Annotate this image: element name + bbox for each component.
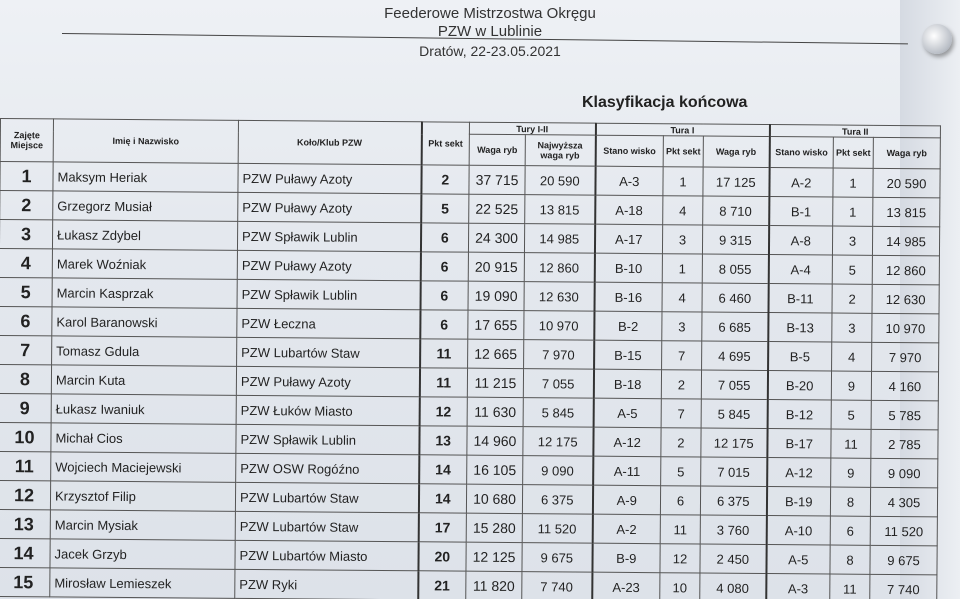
cell-t1-stanowisko: A-3 (595, 166, 663, 196)
header-biggest-fish: Najwyższa waga ryb (525, 135, 595, 167)
cell-t1-pkt: 1 (663, 167, 703, 196)
cell-place: 6 (0, 306, 52, 335)
cell-t1-waga: 4 695 (702, 341, 768, 371)
cell-total-weight: 17 655 (468, 310, 524, 339)
cell-name: Łukasz Zdybel (52, 220, 237, 250)
cell-t1-waga: 6 685 (702, 312, 768, 342)
header-t2-waga: Waga ryb (873, 137, 940, 169)
cell-pkt-sekt: 21 (418, 571, 466, 599)
cell-t2-waga: 4 160 (871, 371, 938, 401)
cell-t2-waga: 5 785 (871, 400, 938, 430)
cell-t2-stanowisko: B-11 (768, 284, 832, 314)
cell-t2-waga: 12 860 (872, 255, 939, 285)
cell-t2-stanowisko: A-8 (768, 226, 832, 256)
cell-t1-stanowisko: A-23 (592, 572, 660, 599)
cell-t2-waga: 20 590 (873, 168, 940, 198)
cell-biggest-fish: 10 970 (524, 311, 594, 341)
cell-name: Grzegorz Musiał (53, 191, 238, 221)
cell-t1-waga: 6 460 (702, 283, 768, 313)
cell-name: Tomasz Gdula (52, 336, 237, 366)
cell-name: Marcin Kuta (51, 365, 236, 395)
header-t1-waga: Waga ryb (703, 136, 769, 168)
header-name: Imię i Nazwisko (53, 119, 238, 163)
cell-t1-waga: 2 450 (700, 544, 766, 574)
cell-name: Marcin Kasprzak (52, 278, 237, 308)
cell-t1-waga: 7 015 (701, 457, 767, 487)
header-t1-stanowisko: Stano wisko (595, 135, 663, 167)
cell-t2-stanowisko: B-20 (767, 371, 831, 401)
cell-biggest-fish: 7 970 (524, 340, 594, 370)
cell-t1-waga: 12 175 (701, 428, 767, 458)
cell-club: PZW Puławy Azoty (238, 163, 421, 193)
cell-t2-stanowisko: A-12 (767, 458, 831, 488)
header-group-t2: Tura II (769, 125, 940, 138)
cell-club: PZW Puławy Azoty (236, 366, 419, 396)
cell-club: PZW Puławy Azoty (237, 250, 420, 280)
cell-t2-pkt: 2 (832, 284, 872, 313)
cell-club: PZW Lubartów Staw (235, 482, 418, 512)
cell-t1-stanowisko: A-11 (593, 456, 661, 486)
cell-t2-stanowisko: A-5 (766, 545, 830, 575)
cell-t2-pkt: 8 (830, 487, 870, 516)
cell-t2-waga: 9 090 (871, 458, 938, 488)
cell-club: PZW Ryki (235, 569, 418, 599)
cell-t1-pkt: 11 (660, 515, 700, 544)
cell-t2-stanowisko: A-4 (768, 255, 832, 285)
results-body (0, 162, 940, 599)
cell-place: 4 (0, 248, 52, 277)
cell-t1-waga: 6 375 (700, 486, 766, 516)
header-place: Zajęte Miejsce (0, 119, 53, 162)
cell-t1-waga: 5 845 (701, 399, 767, 429)
cell-t2-stanowisko: A-2 (769, 168, 833, 198)
cell-t1-stanowisko: B-18 (593, 369, 661, 399)
cell-total-weight: 22 525 (469, 194, 525, 223)
cell-t1-pkt: 3 (662, 225, 702, 254)
cell-t1-pkt: 4 (663, 196, 703, 225)
cell-t1-pkt: 12 (660, 544, 700, 573)
cell-club: PZW Lubartów Staw (235, 511, 418, 541)
cell-name: Mirosław Lemieszek (50, 568, 235, 598)
header-t1-pkt: Pkt sekt (663, 136, 703, 167)
cell-t1-pkt: 7 (662, 341, 702, 370)
cell-biggest-fish: 7 740 (522, 572, 592, 599)
header-club: Koło/Klub PZW (238, 120, 421, 164)
cell-t2-waga: 7 970 (872, 342, 939, 372)
cell-total-weight: 19 090 (468, 281, 524, 310)
cell-t1-stanowisko: B-9 (592, 543, 660, 573)
cell-t1-waga: 4 080 (700, 573, 766, 599)
cell-biggest-fish: 9 675 (522, 543, 592, 573)
cell-club: PZW Spławik Lublin (237, 279, 420, 309)
cell-total-weight: 12 665 (468, 339, 524, 368)
cell-t2-pkt: 11 (830, 574, 870, 599)
cell-pkt-sekt: 6 (420, 310, 468, 339)
cell-t2-waga: 14 985 (872, 226, 939, 256)
cell-t1-stanowisko: A-17 (594, 224, 662, 254)
cell-name: Marcin Mysiak (50, 510, 235, 540)
cell-t1-stanowisko: A-2 (592, 514, 660, 544)
cell-place: 7 (0, 335, 52, 364)
results-table-wrapper (0, 118, 940, 599)
header-pkt-sekt: Pkt sekt (421, 122, 469, 165)
cell-place: 8 (0, 364, 52, 393)
cell-club: PZW Spławik Lublin (236, 424, 419, 454)
cell-place: 1 (0, 162, 53, 191)
cell-biggest-fish: 12 630 (524, 282, 594, 312)
cell-pkt-sekt: 12 (419, 397, 467, 426)
cell-t2-pkt: 5 (831, 400, 871, 429)
cell-t2-stanowisko: A-3 (766, 574, 830, 599)
cell-name: Michał Cios (51, 423, 236, 453)
cell-total-weight: 14 960 (467, 426, 523, 455)
header-t2-pkt: Pkt sekt (833, 137, 873, 168)
cell-t2-waga: 9 675 (870, 545, 937, 575)
cell-place: 10 (0, 422, 51, 451)
cell-t1-stanowisko: A-12 (593, 427, 661, 457)
cell-t1-stanowisko: A-9 (592, 485, 660, 515)
cell-t2-stanowisko: A-10 (766, 516, 830, 546)
cell-pkt-sekt: 14 (418, 484, 466, 513)
cell-place: 3 (0, 220, 53, 249)
cell-biggest-fish: 5 845 (523, 398, 593, 428)
cell-pkt-sekt: 17 (418, 513, 466, 542)
cell-pkt-sekt: 6 (420, 223, 468, 252)
header-t2-stanowisko: Stano wisko (769, 137, 833, 169)
cell-t2-pkt: 1 (833, 197, 873, 226)
event-place-date: Dratów, 22-23.05.2021 (419, 43, 561, 59)
cell-total-weight: 10 680 (466, 484, 522, 513)
cell-t1-stanowisko: B-15 (594, 340, 662, 370)
cell-place: 2 (0, 191, 53, 220)
cell-club: PZW Lubartów Miasto (235, 540, 418, 570)
cell-pkt-sekt: 5 (421, 194, 469, 223)
cell-t2-pkt: 11 (831, 429, 871, 458)
cell-t1-pkt: 3 (662, 312, 702, 341)
cell-t1-stanowisko: A-5 (593, 398, 661, 428)
cell-biggest-fish: 6 375 (522, 485, 592, 515)
cell-t2-waga: 12 630 (872, 284, 939, 314)
cell-club: PZW Puławy Azoty (238, 192, 421, 222)
cell-t2-pkt: 8 (830, 545, 870, 574)
cell-t2-waga: 7 740 (870, 574, 937, 599)
cell-t2-stanowisko: B-13 (768, 313, 832, 343)
cell-pkt-sekt: 20 (418, 542, 466, 571)
cell-biggest-fish: 14 985 (524, 224, 594, 254)
cell-t1-waga: 9 315 (702, 225, 768, 255)
cell-t2-waga: 4 305 (870, 487, 937, 517)
cell-club: PZW Łeczna (237, 308, 420, 338)
cell-total-weight: 11 630 (467, 397, 523, 426)
cell-t1-waga: 7 055 (701, 370, 767, 400)
cell-t1-pkt: 7 (661, 399, 701, 428)
pushpin-icon (922, 24, 952, 54)
cell-t2-pkt: 1 (833, 168, 873, 197)
cell-t2-stanowisko: B-17 (767, 429, 831, 459)
cell-pkt-sekt: 13 (419, 426, 467, 455)
cell-place: 13 (0, 509, 50, 538)
cell-t2-stanowisko: B-19 (766, 487, 830, 517)
cell-t1-waga: 8 055 (702, 254, 768, 284)
cell-biggest-fish: 13 815 (525, 195, 595, 225)
cell-t2-pkt: 4 (832, 342, 872, 371)
cell-t2-waga: 11 520 (870, 516, 937, 546)
cell-t1-stanowisko: B-2 (594, 311, 662, 341)
cell-place: 5 (0, 277, 52, 306)
cell-name: Maksym Heriak (53, 162, 238, 192)
cell-t2-stanowisko: B-5 (768, 342, 832, 372)
cell-club: PZW Lubartów Staw (237, 337, 420, 367)
cell-name: Jacek Grzyb (50, 539, 235, 569)
cell-t1-stanowisko: B-10 (594, 253, 662, 283)
header-group-t1: Tura I (595, 123, 769, 136)
cell-name: Krzysztof Filip (50, 481, 235, 511)
table-title: Klasyfikacja końcowa (582, 94, 748, 111)
event-title: Feederowe Mistrzostwa Okręgu (384, 5, 596, 22)
cell-total-weight: 24 300 (468, 223, 524, 252)
cell-t2-pkt: 9 (831, 371, 871, 400)
cell-pkt-sekt: 11 (420, 339, 468, 368)
results-table (0, 118, 941, 599)
cell-name: Marek Woźniak (52, 249, 237, 279)
cell-t2-stanowisko: B-1 (769, 197, 833, 227)
cell-t1-pkt: 6 (660, 486, 700, 515)
cell-t2-waga: 2 785 (871, 429, 938, 459)
cell-pkt-sekt: 14 (419, 455, 467, 484)
event-organizer: PZW w Lublinie (437, 23, 543, 40)
cell-biggest-fish: 20 590 (525, 166, 595, 196)
cell-place: 15 (0, 567, 50, 596)
cell-pkt-sekt: 2 (421, 165, 469, 194)
cell-name: Wojciech Maciejewski (51, 452, 236, 482)
cell-t1-pkt: 10 (660, 573, 700, 599)
cell-biggest-fish: 7 055 (523, 369, 593, 399)
cell-t2-pkt: 9 (831, 458, 871, 487)
cell-t1-pkt: 5 (661, 457, 701, 486)
cell-pkt-sekt: 6 (420, 281, 468, 310)
cell-t1-waga: 3 760 (700, 515, 766, 545)
cell-club: PZW Łuków Miasto (236, 395, 419, 425)
cell-t1-pkt: 4 (662, 283, 702, 312)
cell-total-weight: 37 715 (469, 165, 525, 194)
cell-biggest-fish: 12 860 (524, 253, 594, 283)
cell-place: 12 (0, 480, 51, 509)
header-total-weight: Waga ryb (469, 134, 525, 165)
cell-place: 11 (0, 451, 51, 480)
cell-t2-waga: 10 970 (872, 313, 939, 343)
cell-t1-pkt: 1 (662, 254, 702, 283)
cell-pkt-sekt: 6 (420, 252, 468, 281)
cell-biggest-fish: 9 090 (523, 456, 593, 486)
cell-t1-waga: 8 710 (703, 196, 769, 226)
cell-t1-pkt: 2 (661, 428, 701, 457)
header-group-total: Tury I-II (469, 122, 595, 135)
cell-place: 14 (0, 538, 50, 567)
cell-total-weight: 11 215 (467, 368, 523, 397)
cell-place: 9 (0, 393, 51, 422)
cell-club: PZW OSW Rogóźno (236, 453, 419, 483)
cell-t2-stanowisko: B-12 (767, 400, 831, 430)
cell-t1-waga: 17 125 (703, 167, 769, 197)
cell-total-weight: 20 915 (468, 252, 524, 281)
cell-name: Karol Baranowski (52, 307, 237, 337)
cell-t2-pkt: 3 (832, 313, 872, 342)
cell-biggest-fish: 12 175 (523, 427, 593, 457)
cell-pkt-sekt: 11 (419, 368, 467, 397)
cell-club: PZW Spławik Lublin (237, 221, 420, 251)
cell-t1-stanowisko: A-18 (595, 195, 663, 225)
cell-total-weight: 12 125 (466, 542, 522, 571)
cell-t1-pkt: 2 (661, 370, 701, 399)
cell-t1-stanowisko: B-16 (594, 282, 662, 312)
cell-name: Łukasz Iwaniuk (51, 394, 236, 424)
cell-t2-pkt: 3 (832, 226, 872, 255)
cell-total-weight: 15 280 (466, 513, 522, 542)
cell-t2-pkt: 6 (830, 516, 870, 545)
cell-t2-waga: 13 815 (873, 197, 940, 227)
cell-total-weight: 16 105 (467, 455, 523, 484)
cell-t2-pkt: 5 (832, 255, 872, 284)
cell-total-weight: 11 820 (466, 571, 522, 599)
cell-biggest-fish: 11 520 (522, 514, 592, 544)
